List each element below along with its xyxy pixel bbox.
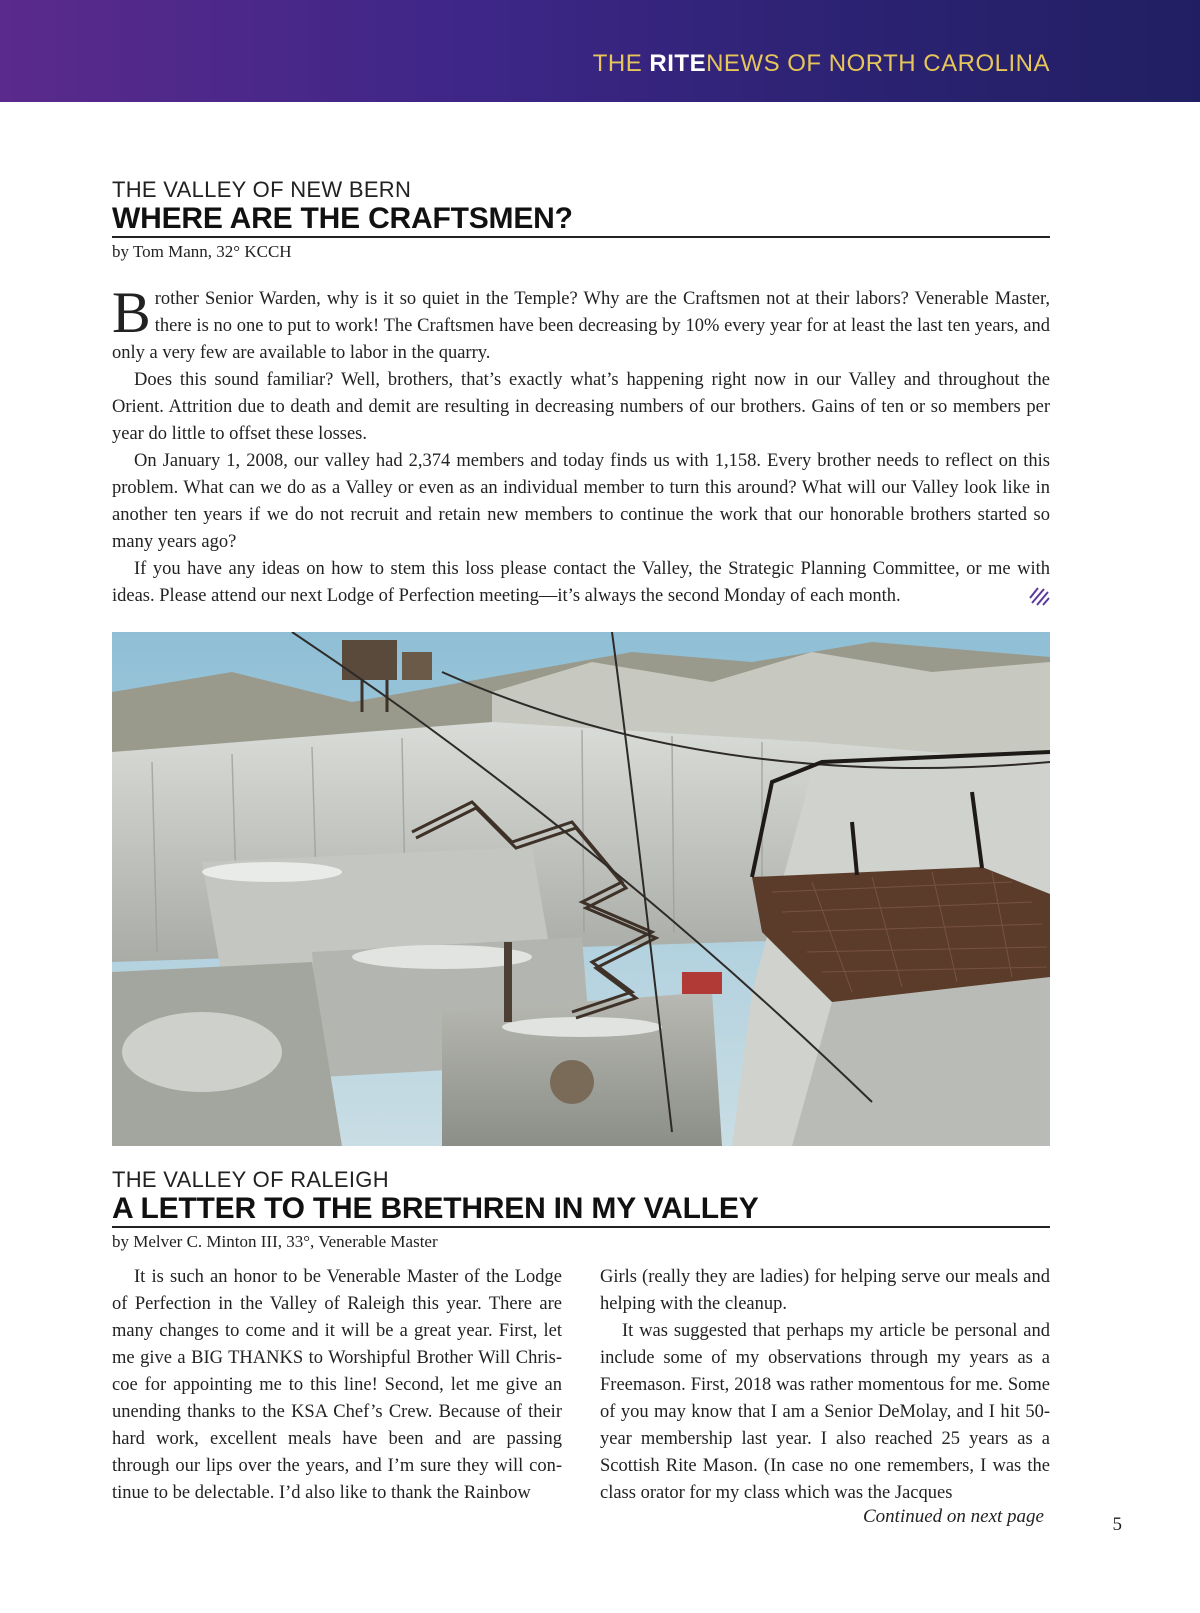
paragraph-text: rother Senior Warden, why is it so quiet in the Temple? Why are the Craftsmen not at their labors? Venerable Master, there is no one to put to work! The Craftsmen have been decreasing by 10% every year for at least the last ten years, and only a very few are available to labor in the quarry. <box>112 289 1050 363</box>
column-right <box>600 1264 1050 1507</box>
article-paragraph: Girls (really they are ladies) for helping serve our meals and helping with the cleanup. <box>600 1267 1050 1314</box>
masthead-prefix: THE <box>592 50 650 77</box>
article-paragraph: On January 1, 2008, our valley had 2,374 members and today finds us with 1,158. Every brother needs to reflect on this problem. What can we do as a Valley or even as an individual member to turn this around? What will our Valley look like in another ten years if we do not recruit and retain new members to continue the work that our honorable brothers started so many years ago? <box>112 451 1050 552</box>
article-headline: A LETTER TO THE BRETHREN IN MY VALLEY <box>112 1192 1050 1228</box>
article-paragraph: It was suggested that perhaps my article be personal and include some of my observations through my years as a Freemason. First, 2018 was rather momentous for me. Some of you may know that I am a Senior DeMolay, and I hit 50-year membership last year. I also reached 25 years as a Scottish Rite Mason. (In case no one remembers, I was the class orator for my class which was the Jacques <box>600 1321 1050 1503</box>
quarry-illustration <box>112 632 1050 1146</box>
article-headline: WHERE ARE THE CRAFTSMEN? <box>112 202 1050 238</box>
article-raleigh <box>112 1168 1050 1252</box>
article-two-columns <box>112 1264 1050 1504</box>
drop-cap: B <box>112 280 151 345</box>
article-paragraph <box>112 556 1050 610</box>
article-paragraph: Does this sound familiar? Well, brothers, that’s exactly what’s happening right now in our Valley and throughout the Orient. Attrition due to death and demit are resulting in decreasing numbers of our brothers. Gains of ten or so members per year do little to offset these losses. <box>112 370 1050 444</box>
end-of-article-mark-icon <box>1028 586 1050 606</box>
article-kicker: THE VALLEY OF RALEIGH <box>112 1167 389 1192</box>
article-byline: by Melver C. Minton III, 33°, Venerable Master <box>112 1232 438 1251</box>
column-left <box>112 1264 562 1507</box>
article-byline: by Tom Mann, 32° KCCH <box>112 242 292 261</box>
article-paragraph: It is such an honor to be Venerable Master of the Lodge of Perfection in the Valley of Raleigh this year. There are many changes to come and it will be a great year. First, let me give a BIG THANKS to Worshipful Brother Will Chriscoe for appointing me to this line! Second, let me give an unending thanks to the KSA Chef’s Crew. Because of their hard work, excellent meals have been and are passing through our lips over the years, and I’m sure they will continue to be delectable. I’d also like to thank the Rainbow <box>112 1267 562 1503</box>
masthead-suffix: NEWS OF NORTH CAROLINA <box>706 50 1050 77</box>
masthead-brand: RITE <box>649 50 707 77</box>
paragraph-text: If you have any ideas on how to stem this loss please contact the Valley, the Strategic Planning Committee, or me with ideas. Please attend our next Lodge of Perfection meeting—it’s always the second Monday of each month. <box>112 559 1050 606</box>
masthead-title <box>593 50 1050 78</box>
continued-note: Continued on next page <box>863 1506 1044 1527</box>
page-number: 5 <box>1112 1514 1122 1535</box>
article-paragraph <box>112 280 1050 367</box>
article-kicker: THE VALLEY OF NEW BERN <box>112 177 412 202</box>
article-body <box>112 280 1050 610</box>
article-new-bern <box>112 178 1050 610</box>
quarry-photo <box>112 632 1050 1146</box>
